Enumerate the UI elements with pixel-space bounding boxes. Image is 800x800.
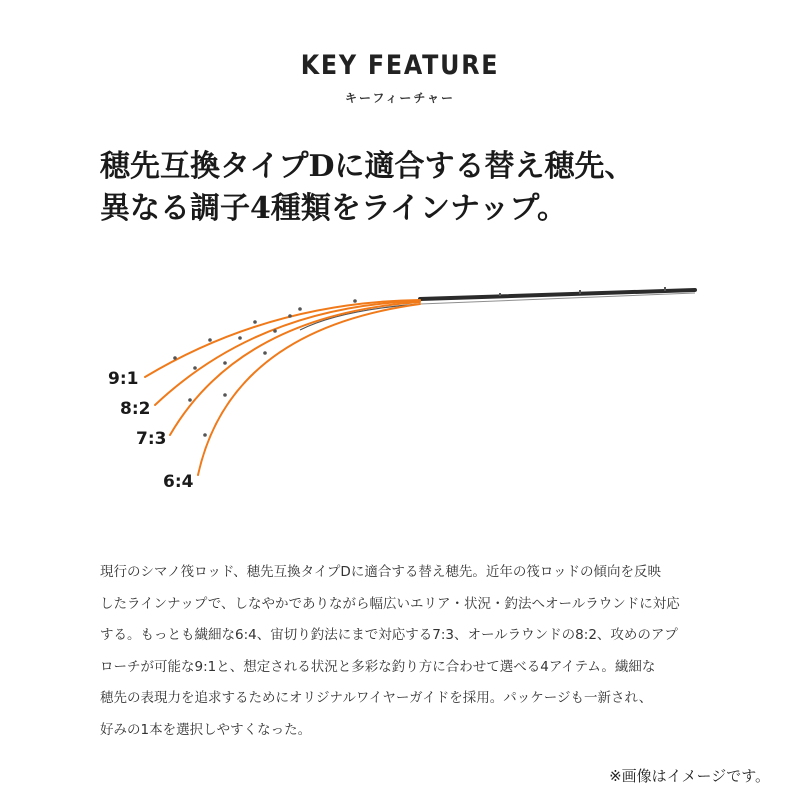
ratio-label-7-3: 7:3 [136, 429, 167, 449]
headline-line-2: 異なる調子4種類をラインナップ。 [100, 191, 567, 226]
description-line-3: する。もっとも繊細な6:4、宙切り釣法にまで対応する7:3、オールラウンドの8:2、攻めのアプ [100, 627, 678, 643]
ratio-label-6-4: 6:4 [163, 472, 194, 492]
description-line-5: 穂先の表現力を追求するためにオリジナルワイヤーガイドを採用。パッケージも一新され、 [100, 690, 653, 706]
description-line-2: したラインナップで、しなやかでありながら幅広いエリア・状況・釣法へオールラウンドに対応 [100, 595, 680, 612]
section-subtitle: キーフィーチャー [344, 91, 456, 105]
ratio-label-9-1: 9:1 [108, 369, 139, 389]
ratio-label-8-2: 8:2 [120, 399, 151, 419]
tip-6-4 [198, 304, 420, 475]
description-line-1: 現行のシマノ筏ロッド、穂先互換タイプDに適合する替え穂先。近年の筏ロッドの傾向を反映 [100, 564, 662, 580]
image-disclaimer: ※画像はイメージです。 [609, 767, 770, 785]
description-line-4: ローチが可能な9:1と、想定される状況と多彩な釣り方に合わせて選べる4アイテム。繊細な [100, 658, 656, 675]
headline [100, 146, 720, 230]
headline-line-1: 穂先互換タイプDに適合する替え穂先、 [100, 149, 635, 184]
description-line-6: 好みの1本を選択しやすくなった。 [100, 721, 312, 738]
section-title: KEY FEATURE [300, 50, 500, 81]
rod-tip-illustration [0, 260, 800, 510]
description [100, 557, 715, 746]
